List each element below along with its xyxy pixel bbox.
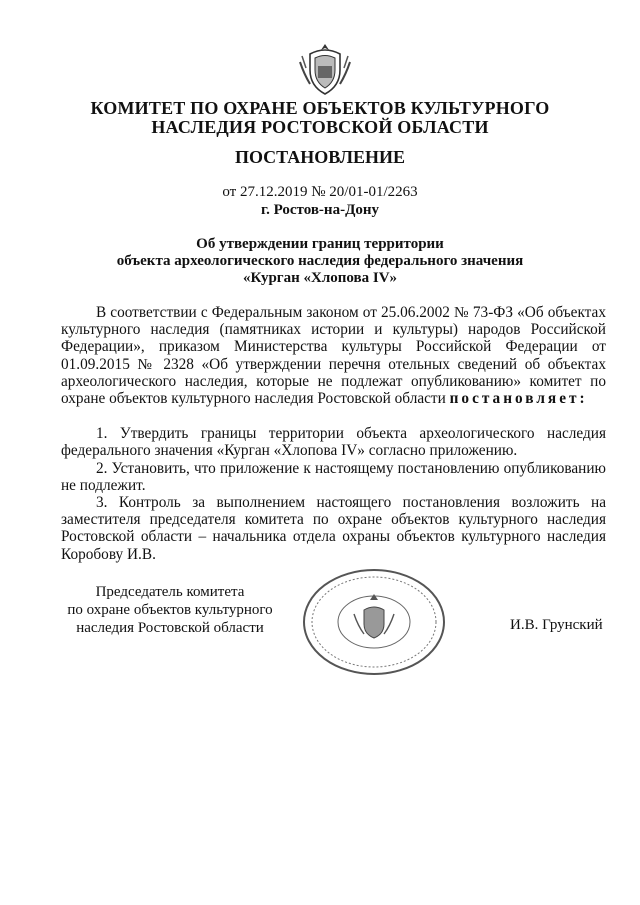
subject-line-3: «Курган «Хлопова IV» (242, 270, 398, 286)
signer-title-line-2: по охране объектов культурного (67, 602, 273, 618)
item-2: 2. Установить, что приложение к настоящему постановлению опубликованию не подлежит. (61, 460, 606, 495)
item-1: 1. Утвердить границы территории объекта археологического наследия федерального значения «Курган «Хлопова IV» согласно приложению. (61, 425, 606, 460)
org-line-2: НАСЛЕДИЯ РОСТОВСКОЙ ОБЛАСТИ (151, 117, 489, 137)
document-city: г. Ростов-на-Дону (260, 202, 380, 218)
preamble-text: В соответствии с Федеральным законом от 25.06.2002 № 73-ФЗ «Об объектах культурного наследия (памятниках истории и культуры) народов Российской Федерации», приказом Министерства культуры Российской Федерации от 01.09.2015 № 2328 «Об утверждении перечня отельных сведений об объектах археологического наследия, которые не подлежат опубликованию» комитет по охране объектов культурного наследия Ростовской области (61, 304, 606, 408)
organization-name (40, 99, 600, 137)
subject-line-2: объекта археологического наследия федерального значения (116, 253, 524, 269)
signer-title (55, 583, 285, 637)
document-date-number: от 27.12.2019 № 20/01-01/2263 (222, 184, 418, 200)
subject-line-1: Об утверждении границ территории (196, 236, 444, 252)
signer-title-line-3: наследия Ростовской области (76, 620, 264, 636)
signer-title-line-1: Председатель комитета (95, 584, 245, 600)
document-type: ПОСТАНОВЛЕНИЕ (234, 147, 406, 167)
official-seal-icon (300, 566, 448, 678)
coat-of-arms-icon (296, 40, 354, 98)
document-subject (40, 236, 600, 287)
signer-name: И.В. Грунский (510, 617, 603, 633)
preamble-paragraph (61, 304, 606, 407)
resolves-word: постановляет: (449, 390, 588, 408)
item-3: 3. Контроль за выполнением настоящего постановления возложить на заместителя председателя комитета по охране объектов культурного наследия Ростовской области – начальника отдела охраны объектов культурного наследия Коробову И.В. (61, 494, 606, 563)
org-line-1: КОМИТЕТ ПО ОХРАНЕ ОБЪЕКТОВ КУЛЬТУРНОГО (90, 98, 550, 118)
